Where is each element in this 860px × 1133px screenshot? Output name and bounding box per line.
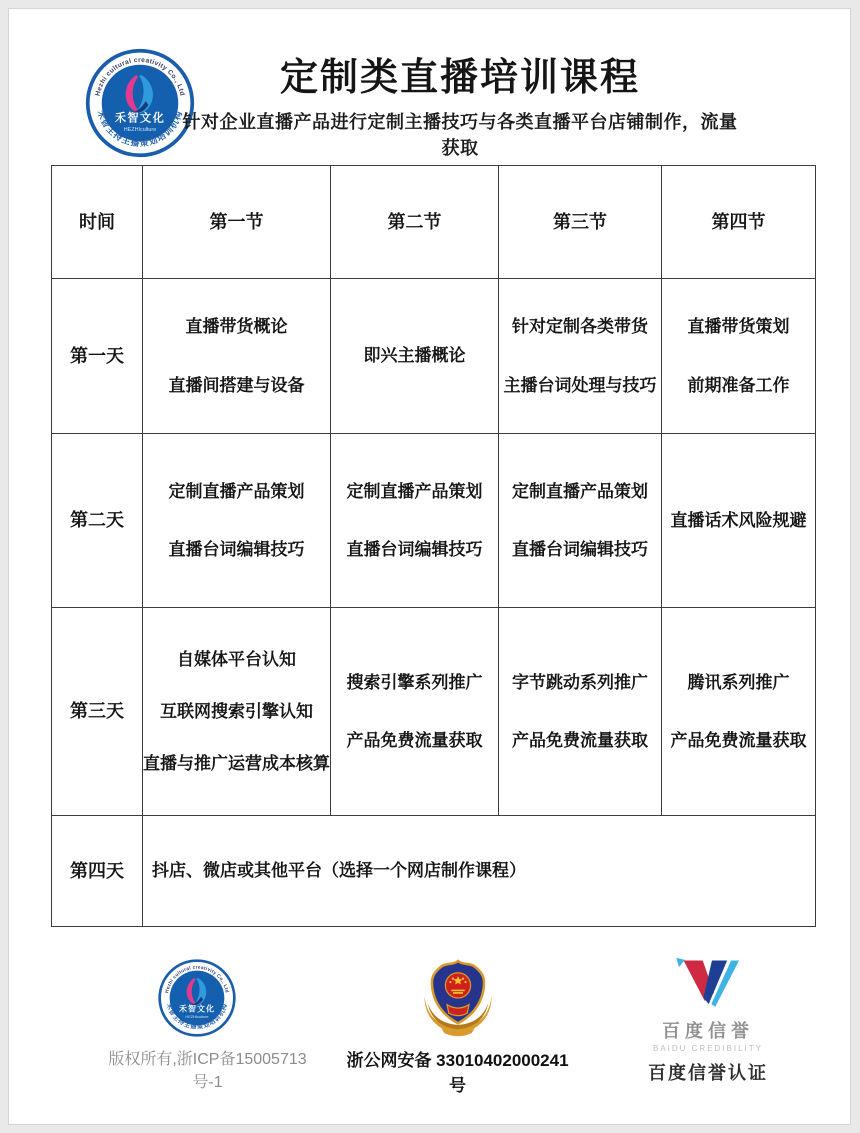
course-line: 直播与推广运营成本核算: [143, 754, 330, 774]
course-line: 定制直播产品策划: [346, 481, 483, 501]
course-line: 搜索引擎系列推广: [346, 672, 483, 692]
course-line: 定制直播产品策划: [168, 481, 305, 501]
col-header-time: 时间: [52, 166, 143, 279]
col-header-lesson-4: 第四节: [662, 166, 815, 279]
col-header-lesson-1: 第一节: [143, 166, 331, 279]
course-line: 产品免费流量获取: [670, 731, 807, 750]
course-line: 自媒体平台认知: [177, 649, 296, 669]
course-cell-r1c2: [331, 279, 499, 434]
course-line: 直播话术风险规避: [670, 510, 807, 530]
footer-hezhi-logo: [157, 958, 237, 1038]
hezhi-logo-icon-small: [157, 958, 237, 1038]
course-cell-r2c2: [331, 434, 499, 608]
copyright-text: 版权所有,浙ICP备15005713号-1: [108, 1051, 307, 1091]
course-cell-r1c3: [499, 279, 662, 434]
course-line: 腾讯系列推广: [687, 672, 790, 692]
course-cell-r2c1: [143, 434, 331, 608]
course-line: 定制直播产品策划: [512, 481, 648, 501]
page-subtitle: 针对企业直播产品进行定制主播技巧与各类直播平台店铺制作，流量获取: [182, 111, 738, 158]
page-title: 定制类直播培训课程: [279, 57, 640, 99]
police-badge-svg: [416, 956, 500, 1040]
course-line: 前期准备工作: [687, 375, 790, 395]
course-line: 直播台词编辑技巧: [168, 540, 305, 559]
course-line: 互联网搜索引擎认知: [160, 701, 313, 721]
course-cell-r1c1: [143, 279, 331, 434]
course-cell-r3c3: [499, 608, 662, 816]
baidu-credibility-v-icon: [675, 955, 741, 1011]
baidu-credibility-block: [638, 955, 778, 1085]
course-line: 直播间搭建与设备: [168, 375, 305, 395]
col-header-lesson-2: 第二节: [331, 166, 499, 279]
course-line: 针对定制各类带货: [512, 317, 648, 337]
course-cell-r3c4: [662, 608, 815, 816]
baidu-certified-label: 百度信誉认证: [648, 1063, 768, 1083]
course-cell-r2c4: [662, 434, 815, 608]
course-cell-r2c3: [499, 434, 662, 608]
day-cell-3: 第三天: [52, 608, 143, 816]
course-line: 产品免费流量获取: [346, 731, 483, 750]
police-badge-icon: [416, 956, 500, 1040]
baidu-credibility-cn: 百度信誉: [662, 1021, 754, 1041]
course-cell-r3c2: [331, 608, 499, 816]
course-line: 直播带货概论: [185, 317, 288, 337]
course-cell-r1c4: [662, 279, 815, 434]
course-line: 主播台词处理与技巧: [503, 375, 657, 395]
police-record-text: 浙公网安备 33010402000241号: [346, 1051, 569, 1095]
day-cell-1: 第一天: [52, 279, 143, 434]
course-line: 即兴主播概论: [363, 346, 466, 366]
course-line: 字节跳动系列推广: [512, 672, 648, 692]
baidu-credibility-en: BAIDU CREDIBILITY: [652, 1044, 763, 1053]
merged-course-cell: 抖店、微店或其他平台（选择一个网店制作课程）: [152, 861, 526, 881]
header: [180, 58, 740, 160]
col-header-lesson-3: 第三节: [499, 166, 662, 279]
course-line: 产品免费流量获取: [512, 731, 648, 750]
course-line: 直播台词编辑技巧: [512, 540, 648, 559]
day-cell-4: 第四天: [52, 816, 143, 926]
course-table: [51, 165, 816, 927]
course-line: 直播台词编辑技巧: [346, 540, 483, 559]
course-line: 直播带货策划: [687, 317, 790, 337]
course-cell-r3c1: [143, 608, 331, 816]
day-cell-2: 第二天: [52, 434, 143, 608]
